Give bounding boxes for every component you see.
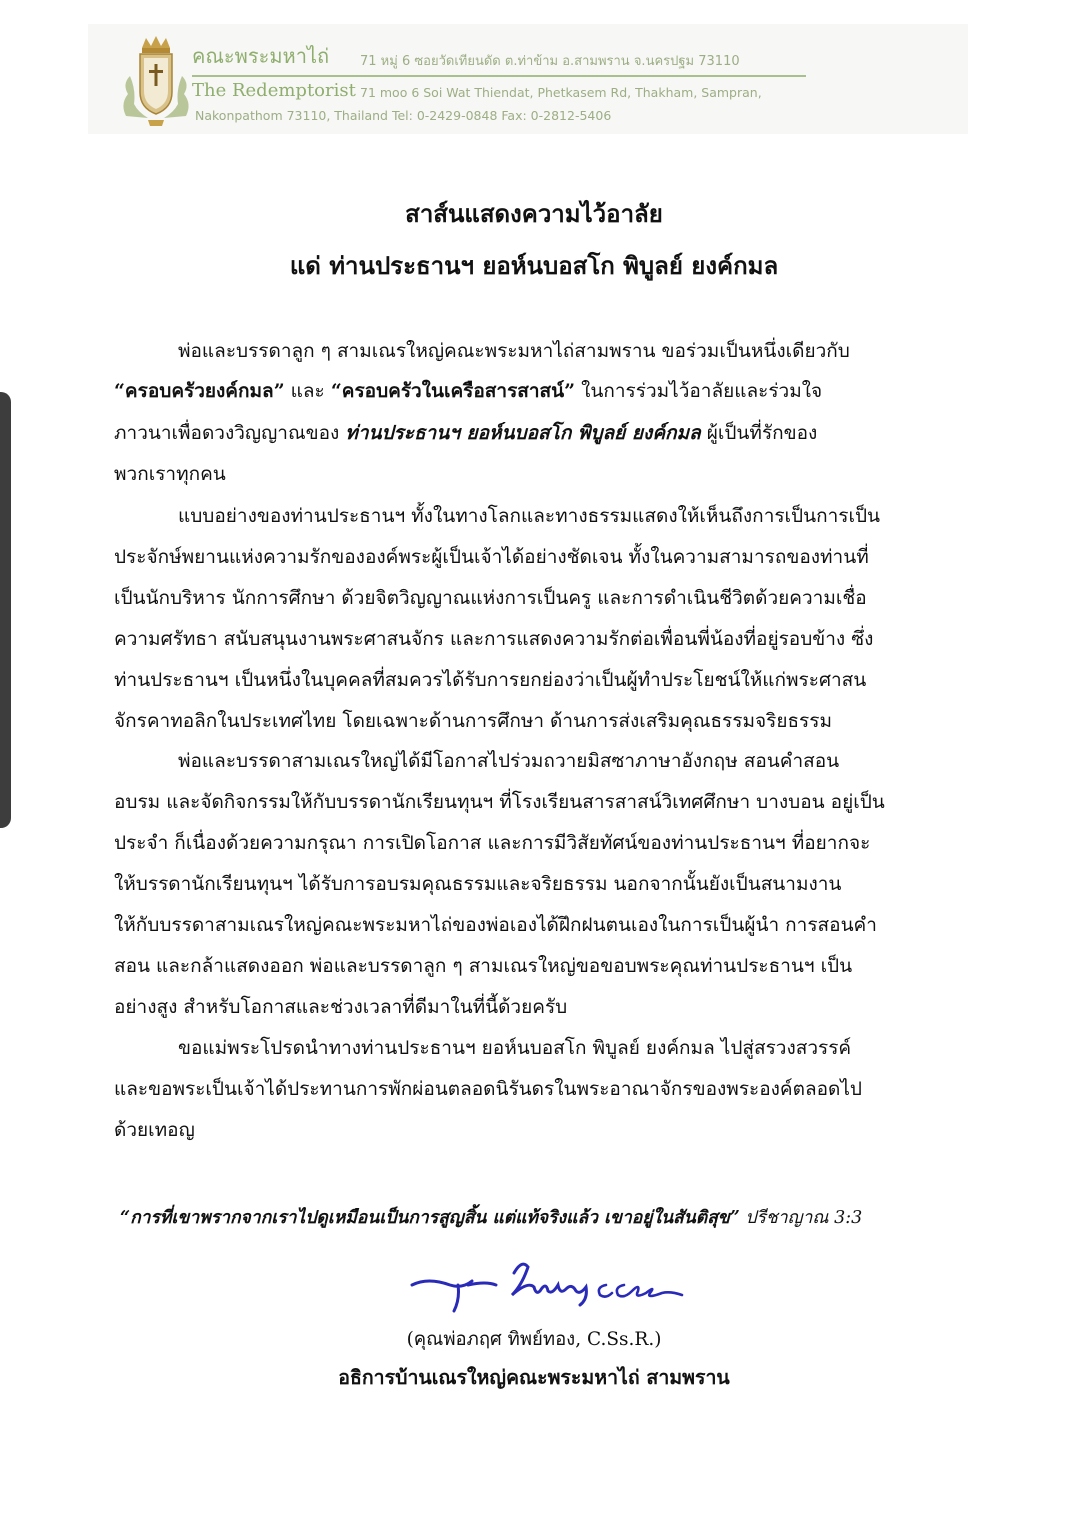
body-text: ภาวนาเพื่อดวงวิญญาณของ — [114, 422, 346, 444]
body-line: สอน และกล้าแสดงออก พ่อและบรรดาลูก ๆ สามเณรใหญ่ขอขอบพระคุณท่านประธานฯ เป็น — [114, 955, 853, 977]
signatory-title: อธิการบ้านเณรใหญ่คณะพระมหาไถ่ สามพราน — [338, 1366, 730, 1389]
body-line: ความศรัทธา สนับสนุนงานพระศาสนจักร และการแสดงความรักต่อเพื่อนพี่น้องที่อยู่รอบข้าง ซึ่ง — [114, 628, 874, 650]
body-line: จักรคาทอลิกในประเทศไทย โดยเฉพาะด้านการศึกษา ด้านการส่งเสริมคุณธรรมจริยธรรม — [114, 710, 832, 732]
body-line — [114, 382, 822, 401]
body-line: ให้กับบรรดาสามเณรใหญ่คณะพระมหาไถ่ของพ่อเองได้ฝึกฝนตนเองในการเป็นผู้นำ การสอนคำ — [114, 914, 877, 936]
sarasas-family-emphasis: “ครอบครัวในเครือสารสาสน์” — [330, 380, 576, 402]
side-scroll-tab[interactable] — [0, 392, 11, 828]
body-line: ด้วยเทอญ — [114, 1119, 195, 1141]
body-line: อย่างสูง สำหรับโอกาสและช่วงเวลาที่ดีมาในที่นี้ด้วยครับ — [114, 996, 568, 1018]
document-title: สาส์นแสดงความไว้อาลัย — [405, 199, 663, 228]
body-text: และ — [284, 380, 331, 402]
handwritten-signature — [410, 1255, 690, 1315]
body-text: ในการร่วมไว้อาลัยและร่วมใจ — [575, 380, 823, 402]
body-line: พ่อและบรรดาลูก ๆ สามเณรใหญ่คณะพระมหาไถ่สามพราน ขอร่วมเป็นหนึ่งเดียวกับ — [178, 340, 850, 362]
signatory-name: (คุณพ่อภฤศ ทิพย์ทอง, C.Ss.R.) — [406, 1329, 662, 1350]
body-line: ท่านประธานฯ เป็นหนึ่งในบุคคลที่สมควรได้รับการยกย่องว่าเป็นผู้ทำประโยชน์ให้แก่พระศาสน — [114, 669, 867, 691]
letterhead-english-address-line1: 71 moo 6 Soi Wat Thiendat, Phetkasem Rd, Thakham, Sampran, — [360, 85, 762, 100]
letterhead-divider — [192, 75, 806, 77]
letterhead-english-name: The Redemptorist — [192, 80, 356, 101]
body-line: และขอพระเป็นเจ้าได้ประทานการพักผ่อนตลอดนิรันดรในพระอาณาจักรของพระองค์ตลอดไป — [114, 1078, 862, 1100]
redemptorist-crest-logo — [118, 34, 194, 128]
family-name-emphasis: “ครอบครัวยงค์กมล” — [114, 380, 285, 402]
body-line: เป็นนักบริหาร นักการศึกษา ด้วยจิตวิญญาณแห่งการเป็นครู และการดำเนินชีวิตด้วยความเชื่อ — [114, 587, 867, 609]
body-line: แบบอย่างของท่านประธานฯ ทั้งในทางโลกและทางธรรมแสดงให้เห็นถึงการเป็นการเป็น — [178, 505, 881, 527]
body-text: ผู้เป็นที่รักของ — [700, 422, 818, 444]
body-line — [114, 424, 817, 443]
scripture-quote — [120, 1203, 862, 1231]
quote-text: “การที่เขาพรากจากเราไปดูเหมือนเป็นการสูญสิ้น แต่แท้จริงแล้ว เขาอยู่ในสันติสุข” — [120, 1208, 740, 1228]
letterhead-thai-name: คณะพระมหาไถ่ — [192, 44, 330, 68]
president-name-emphasis: ท่านประธานฯ ยอห์นบอสโก พิบูลย์ ยงค์กมล — [345, 422, 701, 444]
body-line: พวกเราทุกคน — [114, 463, 226, 485]
document-subtitle: แด่ ท่านประธานฯ ยอห์นบอสโก พิบูลย์ ยงค์กมล — [289, 251, 779, 280]
body-line: อบรม และจัดกิจกรรมให้กับบรรดานักเรียนทุนฯ ที่โรงเรียนสารสาสน์วิเทศศึกษา บางบอน อยู่เป็น — [114, 791, 885, 813]
body-line: ให้บรรดานักเรียนทุนฯ ได้รับการอบรมคุณธรรมและจริยธรรม นอกจากนั้นยังเป็นสนามงาน — [114, 873, 842, 895]
body-line: ขอแม่พระโปรดนำทางท่านประธานฯ ยอห์นบอสโก พิบูลย์ ยงค์กมล ไปสู่สรวงสวรรค์ — [178, 1037, 852, 1059]
body-line: ประจักษ์พยานแห่งความรักขององค์พระผู้เป็นเจ้าได้อย่างชัดเจน ทั้งในความสามารถของท่านที่ — [114, 546, 869, 568]
quote-reference: ปรีชาญาณ 3:3 — [739, 1208, 863, 1228]
body-line: พ่อและบรรดาสามเณรใหญ่ได้มีโอกาสไปร่วมถวายมิสซาภาษาอังกฤษ สอนคำสอน — [178, 750, 840, 772]
letterhead-thai-address: 71 หมู่ 6 ซอยวัดเทียนดัด ต.ท่าข้าม อ.สามพราน จ.นครปฐม 73110 — [360, 54, 740, 69]
letterhead-english-address-line2: Nakonpathom 73110, Thailand Tel: 0-2429-0848 Fax: 0-2812-5406 — [195, 108, 612, 123]
body-line: ประจำ ก็เนื่องด้วยความกรุณา การเปิดโอกาส และการมีวิสัยทัศน์ของท่านประธานฯ ที่อยากจะ — [114, 832, 871, 854]
